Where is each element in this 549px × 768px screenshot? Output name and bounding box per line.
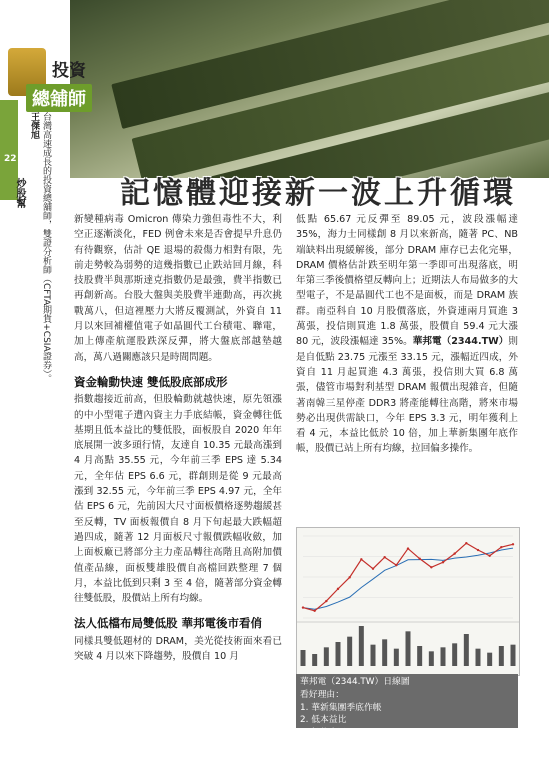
volume-bar [301, 650, 306, 666]
volume-bar [511, 645, 516, 666]
column-logo [8, 40, 98, 116]
volume-bar [394, 649, 399, 666]
price-point [465, 542, 467, 544]
price-point [488, 555, 490, 557]
price-point [407, 547, 409, 549]
page-number: 22 [4, 154, 17, 164]
author-bio: 台灣高速成長的投資總舖師，雙證分析師（CFTA期貨+CSIA證券）。 [41, 112, 51, 384]
volume-bar [499, 646, 504, 666]
volume-bar [417, 646, 422, 666]
caption-item: 2. 低本益比 [300, 715, 347, 726]
volume-bar [464, 634, 469, 666]
caption-title: 華邦電（2344.TW）日線圖 [300, 677, 410, 687]
price-point [302, 606, 304, 608]
body-text: 則是自低點 23.75 元漲至 33.15 元，漲幅近四成，外資自 11 月起買進 4.3 萬張，投信則大買 6.8 萬張，儘管市場對利基型 DRAM 報價出現雜音，但隨著南韓三星停產 DDR3 將產能轉往高階，將來市場勢必出現供需缺口，今年 EPS 3.3 元，明年獲利上看 4 元，本益比低於 10 倍，加上華新集團年底作帳，股價已站上所有均線，拉回偏多操作。 [296, 336, 518, 455]
volume-bar [452, 643, 457, 666]
price-point [383, 556, 385, 558]
price-point [442, 561, 444, 563]
volume-bar [406, 631, 411, 666]
section-heading: 法人低檔布局雙低股 華邦電後市看俏 [74, 616, 263, 631]
body-paragraph [296, 212, 518, 457]
price-point [337, 588, 339, 590]
section-heading: 資金輪動快速 雙低股底部成形 [74, 374, 228, 389]
volume-bar [371, 645, 376, 666]
volume-bar [336, 642, 341, 666]
price-point [430, 566, 432, 568]
volume-bar [347, 637, 352, 666]
caption-subtitle: 看好理由： [300, 689, 344, 700]
left-column [74, 212, 282, 664]
price-point [313, 610, 315, 612]
volume-bar [441, 647, 446, 666]
stock-chart [296, 527, 520, 676]
volume-bar [312, 654, 317, 666]
caption-item: 1. 華新集團季底作帳 [300, 702, 382, 713]
section-paragraph: 同樣具雙低題材的 DRAM，美光從技術面來看已突破 4 月以來下降趨勢，股價自 10 月 [74, 635, 282, 663]
volume-bar [382, 639, 387, 666]
volume-bar [487, 653, 492, 666]
price-point [348, 576, 350, 578]
logo-text-top: 投資 [52, 61, 86, 81]
section-paragraph: 指數趨接近前高，但股輪動就越快速，原先領漲的中小型電子遭內資主力手底結帳，資金轉往低基期且低本益比的雙低股，面板股自 2020 年年底展開一波多頭行情，友達自 10.35 元最高漲到 4 月高點 35.55 元，今年前三季 EPS 達 5.34 元，全年估 EPS 6.6 元，群創則是從 9 元最高漲到 32.55 元，今年前三季 EPS 4.97 元，全年估 EPS 6 元，先前因大尺寸面板價格逐勢趨緩甚至反轉，TV 面板報價自 8 月下旬起最大跌幅超過四成，隨著 12 月面板尺寸報價跌幅收斂，加上面板廠已將部分主力產品轉往高階且高附加價值產品線，面板雙雄股價自高檔回跌整理 7 個月，本益比低到只剩 3 至 4 倍，隨著部分資金轉往雙低股，股價站上所有均線。 [74, 394, 282, 605]
price-point [372, 568, 374, 570]
stock-name: 華邦電（2344.TW） [412, 336, 509, 348]
right-column [296, 212, 518, 457]
moving-average-line [303, 548, 513, 609]
caption-item: 3. 投信大買 [300, 728, 347, 739]
volume-bar [476, 649, 481, 666]
intro-paragraph: 新變種病毒 Omicron 傳染力強但毒性不大，利空正逐漸淡化，FED 例會未來是否會提早升息仍有待觀察，估計 QE 退場的殺傷力相對有限，先前走勢較為弱勢的這幾指數已止跌站回月線，科技股費半與那斯達克指數仍是最強，費半指數已再創新高。台股大盤與美股費半連動高，再次挑戰萬八，但這裡壓力大將反覆測試，外資自 11 月以來回補權值電子如晶圓代工台積電、聯電，加上傳產航運股跌深反彈，將大盤底部越墊越高，萬八過關應該只是時間問題。 [74, 214, 282, 363]
price-point [477, 549, 479, 551]
price-point [500, 546, 502, 548]
price-point [418, 557, 420, 559]
body-text: 低點 65.67 元反彈至 89.05 元，波段漲幅達 35%，海力士同樣創 8 月以來新高，隨著 PC、NB 端缺料出現緩解後，部分 DRAM 庫存已去化完畢，DRAM 價格估計跌至明年第一季即可出現落底，明年第三季後價格望反轉向上；近期法人布局做多的大型電子，不是晶圓代工也不是面板，而是 DRAM 族群。南亞科自 10 月股價落底，外資連兩月買進 3 萬張，投信則買進 1.8 萬張，股價自 59.4 元大漲 80 元，波段漲幅達 35%。 [296, 214, 518, 348]
article-title: 記憶體迎接新一波上升循環 [120, 176, 516, 211]
price-point [360, 558, 362, 560]
price-point [512, 543, 514, 545]
volume-bar [359, 626, 364, 666]
price-point [325, 600, 327, 602]
volume-bar [429, 651, 434, 666]
logo-text-bottom: 總舖師 [26, 84, 92, 112]
author-name: 王傑旭 [29, 112, 39, 139]
volume-bar [324, 647, 329, 666]
price-point [453, 552, 455, 554]
hero-image [70, 0, 549, 178]
price-point [395, 564, 397, 566]
chart-caption [296, 674, 518, 739]
pen-name: 炒股幫 [14, 178, 25, 208]
stock-chart-svg [297, 528, 519, 675]
